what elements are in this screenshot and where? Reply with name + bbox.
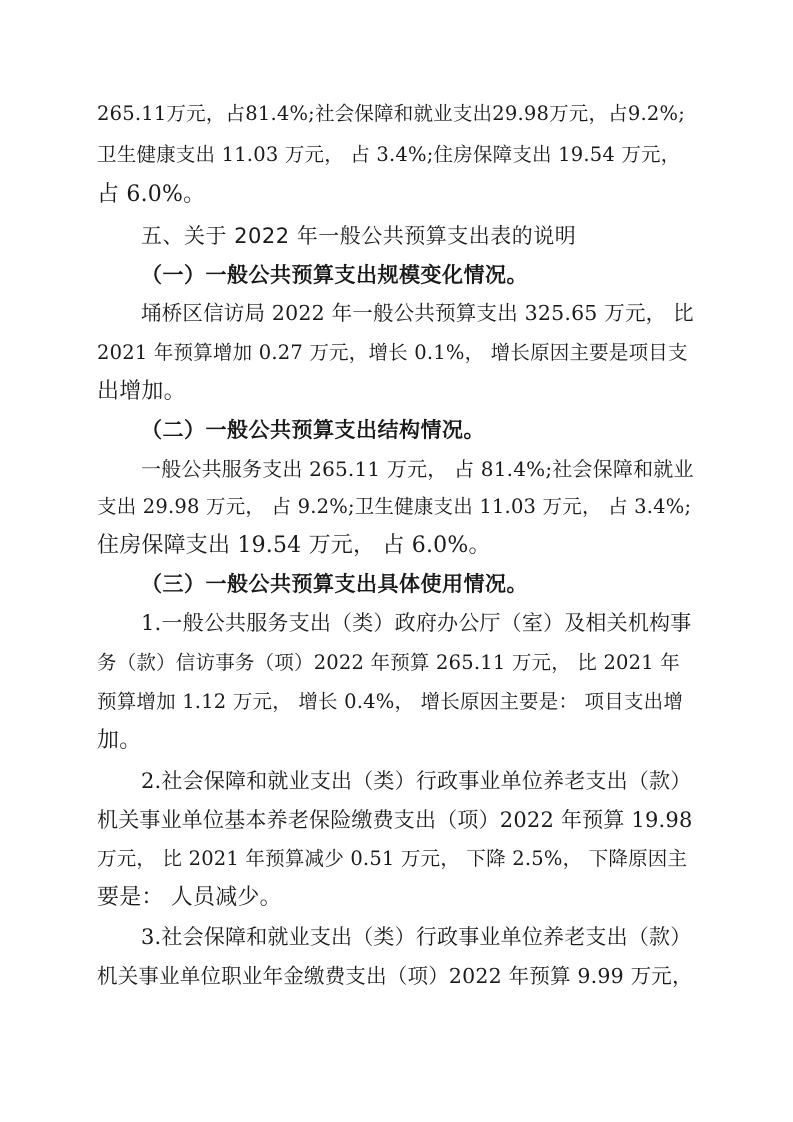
paragraph-line	[141, 298, 694, 328]
paragraph-line	[97, 883, 282, 913]
line-text: 占 6.0%。	[97, 182, 206, 207]
subsection-heading-text: （二）一般公共预算支出结构情况。	[141, 418, 485, 442]
line-text: 要是： 人员减少。	[97, 885, 282, 910]
paragraph-line	[97, 805, 694, 835]
line-text: 2.社会保障和就业支出（类）行政事业单位养老支出（款）	[141, 769, 692, 793]
line-text: 支出 29.98 万元， 占 9.2%;卫生健康支出 11.03 万元， 占 3.4%;	[97, 495, 692, 518]
paragraph-line	[97, 687, 694, 717]
subsection-heading-text: （一）一般公共预算支出规模变化情况。	[141, 263, 528, 287]
paragraph-line	[97, 726, 141, 756]
line-text: 265.11万元，占81.4%;社会保障和就业支出29.98万元，占9.2%;	[97, 102, 685, 125]
line-text: 卫生健康支出 11.03 万元， 占 3.4%;住房保障支出 19.54 万元，	[97, 143, 681, 166]
paragraph-line	[97, 180, 205, 210]
paragraph-line	[141, 766, 694, 796]
paragraph-line	[97, 99, 694, 129]
subsection-heading	[141, 260, 528, 290]
section-heading-text: 五、关于 2022 年一般公共预算支出表的说明	[141, 224, 577, 248]
line-text: 2021 年预算增加 0.27 万元，增长 0.1%， 增长原因主要是项目支	[97, 341, 688, 364]
line-text: 出增加。	[97, 379, 186, 404]
paragraph-line	[141, 608, 694, 638]
subsection-heading	[141, 569, 528, 599]
line-text: 一般公共服务支出 265.11 万元， 占 81.4%;社会保障和就业	[141, 457, 694, 481]
paragraph-line	[97, 492, 694, 522]
paragraph-line	[97, 377, 186, 407]
paragraph-line	[97, 648, 694, 678]
line-text: 3.社会保障和就业支出（类）行政事业单位养老支出（款）	[141, 925, 692, 949]
paragraph-line	[141, 454, 694, 484]
line-text: 埇桥区信访局 2022 年一般公共预算支出 325.65 万元， 比	[141, 301, 694, 325]
section-heading	[141, 221, 576, 251]
line-text: 机关事业单位职业年金缴费支出（项）2022 年预算 9.99 万元，	[97, 964, 693, 988]
paragraph-line	[141, 922, 694, 952]
paragraph-line	[97, 961, 694, 991]
line-text: 加。	[97, 728, 142, 753]
line-text: 机关事业单位基本养老保险缴费支出（项）2022 年预算 19.98	[97, 808, 693, 832]
paragraph-line	[97, 140, 694, 170]
subsection-heading-text: （三）一般公共预算支出具体使用情况。	[141, 572, 528, 596]
paragraph-line	[97, 338, 694, 368]
paragraph-line	[97, 844, 694, 874]
line-text: 万元， 比 2021 年预算减少 0.51 万元， 下降 2.5%， 下降原因主	[97, 847, 688, 870]
line-text: 务（款）信访事务（项）2022 年预算 265.11 万元， 比 2021 年	[97, 651, 680, 674]
subsection-heading	[141, 415, 485, 445]
line-text: 预算增加 1.12 万元， 增长 0.4%， 增长原因主要是： 项目支出增	[97, 690, 684, 713]
line-text: 住房保障支出 19.54 万元， 占 6.0%。	[97, 533, 491, 558]
paragraph-line	[97, 531, 491, 561]
line-text: 1.一般公共服务支出（类）政府办公厅（室）及相关机构事	[141, 611, 692, 635]
